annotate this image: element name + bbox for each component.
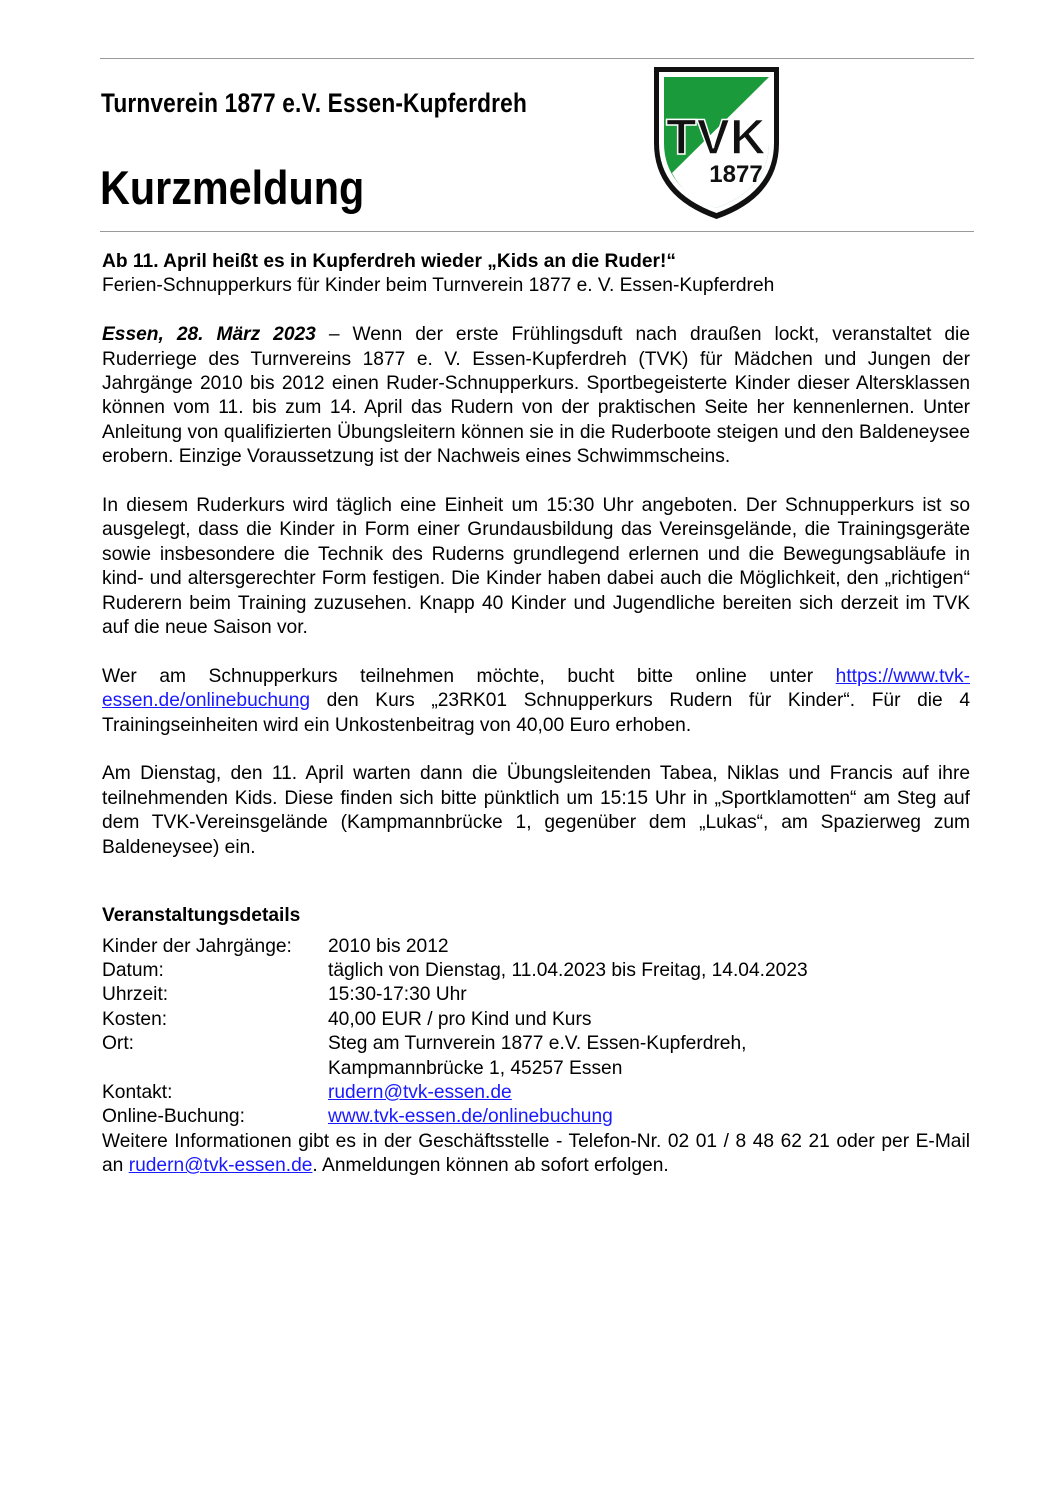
details-label: Kinder der Jahrgänge: bbox=[102, 935, 292, 957]
details-label: Ort: bbox=[102, 1033, 134, 1055]
details-row bbox=[102, 1057, 808, 1081]
details-row bbox=[102, 1105, 808, 1129]
footer-text-end: . Anmeldungen können ab sofort erfolgen. bbox=[312, 1155, 669, 1177]
paragraph-3 bbox=[102, 665, 970, 738]
details-heading: Veranstaltungsdetails bbox=[102, 905, 301, 927]
details-value: täglich von Dienstag, 11.04.2023 bis Freitag, 14.04.2023 bbox=[328, 959, 808, 981]
subheadline: Ferien-Schnupperkurs für Kinder beim Turnverein 1877 e. V. Essen-Kupferdreh bbox=[102, 275, 775, 297]
tvk-logo bbox=[652, 65, 781, 221]
details-label: Datum: bbox=[102, 959, 164, 981]
details-value: 40,00 EUR / pro Kind und Kurs bbox=[328, 1008, 592, 1030]
footer-note bbox=[102, 1130, 970, 1179]
organization-name: Turnverein 1877 e.V. Essen-Kupferdreh bbox=[101, 88, 527, 118]
details-row bbox=[102, 1032, 808, 1056]
footer-text: Weitere Informationen gibt es in der Geschäftsstelle - Telefon-Nr. 02 01 / 8 48 62 21 oder per E-Mail an bbox=[102, 1130, 970, 1177]
details-label bbox=[102, 1057, 328, 1081]
online-booking-link[interactable]: www.tvk-essen.de/onlinebuchung bbox=[328, 1106, 613, 1128]
details-table bbox=[102, 935, 808, 1130]
booking-link[interactable]: https://www.tvk-essen.de/onlinebuchung bbox=[102, 665, 970, 712]
details-value: 2010 bis 2012 bbox=[328, 935, 449, 957]
header-bottom-rule bbox=[100, 231, 974, 232]
details-row bbox=[102, 935, 808, 959]
logo-year: 1877 bbox=[709, 161, 763, 188]
details-label: Online-Buchung: bbox=[102, 1106, 245, 1128]
details-label: Uhrzeit: bbox=[102, 984, 169, 1006]
details-value: Steg am Turnverein 1877 e.V. Essen-Kupferdreh, bbox=[328, 1033, 747, 1055]
headline: Ab 11. April heißt es in Kupferdreh wieder „Kids an die Ruder!“ bbox=[102, 251, 676, 272]
details-value: 15:30-17:30 Uhr bbox=[328, 984, 467, 1006]
details-row bbox=[102, 1008, 808, 1032]
paragraph-1 bbox=[102, 323, 970, 469]
contact-email-link[interactable]: rudern@tvk-essen.de bbox=[328, 1081, 512, 1103]
paragraph-1-text: – Wenn der erste Frühlingsduft nach draußen lockt, veranstaltet die Ruderriege des Turnvereins 1877 e. V. Essen-Kupferdreh (TVK) für Mädchen und Jungen der Jahrgänge 2010 bis 2012 einen Ruder-Schnupperkurs. Sportbegeisterte Kinder dieser Altersklassen können vom 11. bis zum 14. April das Rudern von der praktischen Seite her kennenlernen. Unter Anleitung von qualifizierten Übungsleitern können sie in die Ruderboote steigen und den Baldeneysee erobern. Einzige Voraussetzung ist der Nachweis eines Schwimmscheins. bbox=[102, 324, 970, 468]
details-row bbox=[102, 959, 808, 983]
footer-email-link[interactable]: rudern@tvk-essen.de bbox=[128, 1155, 313, 1177]
press-release-body bbox=[102, 250, 970, 1179]
details-row bbox=[102, 983, 808, 1007]
logo-letters: TVK bbox=[666, 109, 766, 165]
paragraph-3-tail: den Kurs „23RK01 Schnupperkurs Rudern für Kinder“. Für die 4 Trainingseinheiten wird ein Unkostenbeitrag von 40,00 Euro erhoben. bbox=[102, 690, 970, 736]
paragraph-4: Am Dienstag, den 11. April warten dann die Übungsleitenden Tabea, Niklas und Francis auf ihre teilnehmenden Kids. Diese finden sich bitte pünktlich um 15:15 Uhr in „Sportklamotten“ am Steg auf dem TVK-Vereinsgelände (Kampmannbrücke 1, gegenüber dem „Lukas“, am Spazierweg zum Baldeneysee) ein. bbox=[102, 763, 970, 858]
paragraph-3-lead: Wer am Schnupperkurs teilnehmen möchte, bucht bitte online unter bbox=[102, 665, 836, 687]
details-label: Kosten: bbox=[102, 1008, 168, 1030]
details-label: Kontakt: bbox=[102, 1081, 173, 1103]
details-row bbox=[102, 1081, 808, 1105]
top-rule bbox=[100, 58, 974, 59]
document-type-title: Kurzmeldung bbox=[100, 161, 365, 214]
details-value: Kampmannbrücke 1, 45257 Essen bbox=[328, 1057, 623, 1079]
paragraph-2: In diesem Ruderkurs wird täglich eine Einheit um 15:30 Uhr angeboten. Der Schnupperkurs ist so ausgelegt, dass die Kinder in Form einer Grundausbildung das Vereinsgelände, die Trainingsgeräte sowie insbesondere die Technik des Ruderns grundlegend erlernen und die Bewegungsabläufe in kind- und altersgerechter Form festigen. Die Kinder haben dabei auch die Möglichkeit, den „richtigen“ Ruderern beim Training zuzusehen. Knapp 40 Kinder und Jugendliche bereiten sich derzeit im TVK auf die neue Saison vor. bbox=[102, 495, 970, 639]
dateline: Essen, 28. März 2023 bbox=[102, 324, 316, 346]
